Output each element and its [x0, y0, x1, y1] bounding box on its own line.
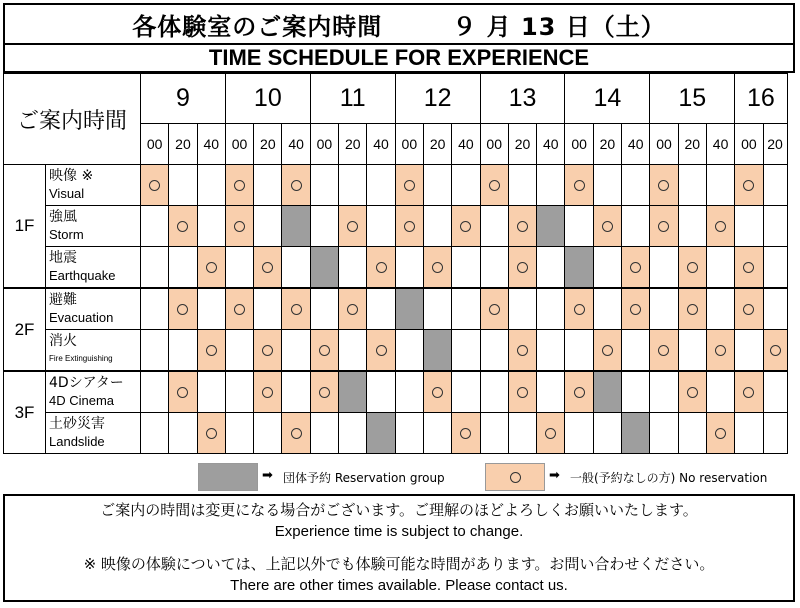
minute-header: 20 — [423, 124, 451, 165]
slot-empty — [565, 206, 593, 247]
slot-empty — [565, 413, 593, 454]
schedule-row — [4, 330, 788, 372]
slot-empty — [508, 288, 536, 330]
slot-reservation-group — [282, 206, 310, 247]
circle-icon — [715, 428, 726, 439]
experience-name — [46, 371, 141, 413]
slot-empty — [735, 330, 763, 372]
slot-no-reservation — [735, 165, 763, 206]
slot-empty — [423, 165, 451, 206]
slot-empty — [423, 413, 451, 454]
slot-no-reservation — [254, 330, 282, 372]
slot-empty — [735, 206, 763, 247]
circle-icon — [149, 180, 160, 191]
slot-no-reservation — [508, 206, 536, 247]
circle-icon — [376, 345, 387, 356]
circle-icon — [743, 387, 754, 398]
slot-no-reservation — [622, 247, 650, 289]
slot-empty — [225, 330, 253, 372]
experience-name-en: Evacuation — [49, 310, 114, 325]
slot-empty — [650, 371, 678, 413]
slot-empty — [480, 413, 508, 454]
circle-icon — [319, 387, 330, 398]
circle-icon — [630, 262, 641, 273]
circle-icon — [291, 304, 302, 315]
circle-icon — [291, 428, 302, 439]
slot-no-reservation — [367, 330, 395, 372]
slot-empty — [735, 413, 763, 454]
slot-empty — [706, 247, 734, 289]
notes-box — [3, 494, 795, 602]
title-en: TIME SCHEDULE FOR EXPERIENCE — [208, 45, 590, 70]
minute-header: 00 — [141, 124, 169, 165]
schedule-table — [3, 73, 788, 454]
slot-no-reservation — [254, 247, 282, 289]
experience-name-ja: 消火 — [49, 333, 77, 349]
circle-icon — [602, 345, 613, 356]
experience-name — [46, 165, 141, 206]
slot-empty — [763, 165, 787, 206]
hour-header: 9 — [141, 74, 226, 124]
slot-empty — [678, 165, 706, 206]
circle-icon — [262, 345, 273, 356]
circle-icon — [517, 345, 528, 356]
slot-empty — [537, 330, 565, 372]
slot-no-reservation — [678, 288, 706, 330]
circle-icon — [460, 221, 471, 232]
floor-label: 1F — [4, 165, 46, 289]
slot-no-reservation — [169, 371, 197, 413]
hour-header: 15 — [650, 74, 735, 124]
slot-empty — [480, 247, 508, 289]
minute-header: 00 — [225, 124, 253, 165]
note-line2-ja: ※ 映像の体験については、上記以外でも体験可能な時間があります。お問い合わせください。 — [83, 555, 715, 573]
minute-header: 40 — [282, 124, 310, 165]
experience-name — [46, 413, 141, 454]
circle-icon — [743, 304, 754, 315]
slot-reservation-group — [310, 247, 338, 289]
slot-empty — [254, 206, 282, 247]
experience-name-ja: 土砂災害 — [49, 416, 105, 432]
slot-empty — [141, 206, 169, 247]
slot-no-reservation — [622, 288, 650, 330]
minute-header: 20 — [169, 124, 197, 165]
experience-name — [46, 288, 141, 330]
legend — [0, 458, 800, 494]
circle-icon — [347, 221, 358, 232]
slot-no-reservation — [452, 206, 480, 247]
hour-header: 12 — [395, 74, 480, 124]
minute-header: 00 — [565, 124, 593, 165]
legend-group-label: 団体予約 Reservation group — [283, 471, 445, 485]
circle-icon — [376, 262, 387, 273]
minute-header: 40 — [706, 124, 734, 165]
title-ja: 各体験室のご案内時間 — [132, 12, 383, 41]
slot-empty — [622, 371, 650, 413]
circle-icon — [687, 387, 698, 398]
slot-no-reservation — [650, 330, 678, 372]
circle-icon — [574, 387, 585, 398]
slot-no-reservation — [197, 413, 225, 454]
circle-icon — [262, 387, 273, 398]
slot-empty — [310, 165, 338, 206]
minute-header: 00 — [650, 124, 678, 165]
circle-icon — [206, 428, 217, 439]
note-line2-en: There are other times available. Please contact us. — [230, 577, 568, 594]
circle-icon — [234, 180, 245, 191]
slot-no-reservation — [706, 330, 734, 372]
minute-header: 20 — [339, 124, 367, 165]
minute-header: 40 — [537, 124, 565, 165]
minute-header: 20 — [508, 124, 536, 165]
minute-header: 40 — [197, 124, 225, 165]
minute-header: 40 — [452, 124, 480, 165]
slot-no-reservation — [339, 206, 367, 247]
note-line1-ja: ご案内の時間は変更になる場合がございます。ご理解のほどよろしくお願いいたします。 — [100, 501, 698, 519]
circle-icon — [347, 304, 358, 315]
experience-name-ja: 避難 — [49, 292, 77, 308]
circle-icon — [687, 262, 698, 273]
slot-empty — [622, 330, 650, 372]
slot-empty — [197, 371, 225, 413]
slot-no-reservation — [141, 165, 169, 206]
slot-empty — [197, 165, 225, 206]
slot-empty — [225, 413, 253, 454]
circle-icon — [517, 387, 528, 398]
slot-no-reservation — [423, 247, 451, 289]
slot-empty — [565, 330, 593, 372]
corner-label: ご案内時間 — [4, 74, 141, 165]
slot-empty — [225, 247, 253, 289]
slot-no-reservation — [282, 288, 310, 330]
circle-icon — [460, 428, 471, 439]
minute-header: 00 — [480, 124, 508, 165]
experience-name-en: 4D Cinema — [49, 393, 115, 408]
slot-empty — [763, 413, 787, 454]
slot-empty — [282, 247, 310, 289]
experience-name — [46, 206, 141, 247]
slot-no-reservation — [225, 165, 253, 206]
slot-empty — [254, 288, 282, 330]
slot-empty — [452, 330, 480, 372]
slot-empty — [169, 413, 197, 454]
slot-empty — [339, 413, 367, 454]
circle-icon — [517, 221, 528, 232]
circle-icon — [743, 262, 754, 273]
header — [3, 3, 795, 73]
slot-empty — [706, 288, 734, 330]
slot-empty — [593, 165, 621, 206]
slot-empty — [508, 165, 536, 206]
slot-empty — [169, 165, 197, 206]
slot-reservation-group — [593, 371, 621, 413]
slot-no-reservation — [197, 247, 225, 289]
slot-empty — [367, 288, 395, 330]
slot-no-reservation — [480, 288, 508, 330]
slot-empty — [141, 413, 169, 454]
experience-name-ja: 地震 — [49, 250, 77, 266]
slot-empty — [763, 206, 787, 247]
hour-header: 13 — [480, 74, 565, 124]
floor-label: 2F — [4, 288, 46, 371]
slot-empty — [339, 165, 367, 206]
experience-name-ja: 映像 ※ — [49, 168, 94, 184]
slot-no-reservation — [593, 330, 621, 372]
circle-icon — [404, 221, 415, 232]
experience-name-en: Landslide — [49, 434, 105, 449]
slot-empty — [254, 165, 282, 206]
experience-name-en: Storm — [49, 227, 84, 242]
slot-empty — [395, 371, 423, 413]
slot-empty — [537, 288, 565, 330]
circle-icon — [206, 262, 217, 273]
minute-header: 20 — [254, 124, 282, 165]
slot-empty — [169, 330, 197, 372]
slot-empty — [706, 165, 734, 206]
slot-empty — [508, 413, 536, 454]
circle-icon — [574, 180, 585, 191]
slot-no-reservation — [169, 206, 197, 247]
slot-empty — [678, 413, 706, 454]
schedule-row — [4, 288, 788, 330]
circle-icon — [177, 304, 188, 315]
circle-icon — [743, 180, 754, 191]
circle-icon — [510, 472, 521, 483]
slot-empty — [197, 288, 225, 330]
slot-empty — [593, 247, 621, 289]
slot-no-reservation — [508, 247, 536, 289]
circle-icon — [234, 304, 245, 315]
slot-no-reservation — [423, 371, 451, 413]
experience-name-en: Visual — [49, 186, 85, 201]
slot-empty — [763, 288, 787, 330]
slot-empty — [452, 165, 480, 206]
slot-no-reservation — [254, 371, 282, 413]
slot-no-reservation — [282, 165, 310, 206]
circle-icon — [206, 345, 217, 356]
slot-no-reservation — [650, 165, 678, 206]
legend-no-res-swatch — [485, 463, 545, 491]
slot-no-reservation — [508, 330, 536, 372]
slot-empty — [141, 247, 169, 289]
slot-empty — [141, 288, 169, 330]
slot-no-reservation — [310, 330, 338, 372]
circle-icon — [658, 221, 669, 232]
slot-empty — [423, 288, 451, 330]
slot-no-reservation — [763, 330, 787, 372]
slot-empty — [169, 247, 197, 289]
slot-empty — [650, 247, 678, 289]
hour-header: 11 — [310, 74, 395, 124]
slot-empty — [537, 247, 565, 289]
minute-header: 40 — [367, 124, 395, 165]
slot-empty — [310, 413, 338, 454]
slot-empty — [650, 288, 678, 330]
circle-icon — [687, 304, 698, 315]
slot-empty — [452, 247, 480, 289]
slot-empty — [367, 206, 395, 247]
slot-empty — [706, 371, 734, 413]
minute-header: 00 — [735, 124, 763, 165]
slot-empty — [480, 206, 508, 247]
slot-no-reservation — [565, 371, 593, 413]
slot-empty — [339, 330, 367, 372]
slot-no-reservation — [339, 288, 367, 330]
slot-no-reservation — [282, 413, 310, 454]
date-label: ９ 月 13 日（土） — [452, 12, 666, 41]
slot-no-reservation — [537, 413, 565, 454]
circle-icon — [234, 221, 245, 232]
slot-reservation-group — [395, 288, 423, 330]
minute-header: 40 — [622, 124, 650, 165]
slot-empty — [452, 371, 480, 413]
slot-no-reservation — [225, 288, 253, 330]
circle-icon — [574, 304, 585, 315]
experience-name-ja: 強風 — [49, 209, 77, 225]
minute-header: 00 — [310, 124, 338, 165]
schedule-row — [4, 413, 788, 454]
slot-empty — [141, 371, 169, 413]
slot-empty — [678, 206, 706, 247]
slot-no-reservation — [678, 247, 706, 289]
slot-reservation-group — [339, 371, 367, 413]
slot-empty — [254, 413, 282, 454]
slot-no-reservation — [565, 288, 593, 330]
circle-icon — [432, 387, 443, 398]
slot-no-reservation — [480, 165, 508, 206]
circle-icon — [545, 428, 556, 439]
hour-header: 14 — [565, 74, 650, 124]
slot-empty — [310, 206, 338, 247]
slot-no-reservation — [706, 206, 734, 247]
circle-icon — [432, 262, 443, 273]
schedule-row — [4, 371, 788, 413]
slot-empty — [395, 247, 423, 289]
circle-icon — [489, 304, 500, 315]
circle-icon — [177, 221, 188, 232]
slot-empty — [395, 413, 423, 454]
circle-icon — [602, 221, 613, 232]
circle-icon — [517, 262, 528, 273]
minute-header: 00 — [395, 124, 423, 165]
experience-name — [46, 247, 141, 289]
slot-empty — [282, 371, 310, 413]
legend-no-res-label: 一般(予約なしの方) No reservation — [570, 471, 768, 485]
circle-icon — [291, 180, 302, 191]
slot-empty — [480, 371, 508, 413]
slot-empty — [650, 413, 678, 454]
slot-empty — [678, 330, 706, 372]
slot-empty — [339, 247, 367, 289]
slot-no-reservation — [395, 165, 423, 206]
slot-empty — [593, 288, 621, 330]
slot-empty — [763, 247, 787, 289]
arrow-right-icon: ➡ — [262, 468, 273, 483]
slot-empty — [537, 371, 565, 413]
minute-header: 20 — [678, 124, 706, 165]
circle-icon — [489, 180, 500, 191]
slot-no-reservation — [735, 288, 763, 330]
minute-header: 20 — [763, 124, 787, 165]
circle-icon — [262, 262, 273, 273]
slot-empty — [197, 206, 225, 247]
experience-name — [46, 330, 141, 372]
schedule-row — [4, 247, 788, 289]
experience-name-en: Earthquake — [49, 268, 116, 283]
page-title — [5, 5, 793, 45]
slot-no-reservation — [678, 371, 706, 413]
minute-header: 20 — [593, 124, 621, 165]
circle-icon — [404, 180, 415, 191]
circle-icon — [658, 345, 669, 356]
slot-empty — [423, 206, 451, 247]
slot-empty — [282, 330, 310, 372]
floor-label: 3F — [4, 371, 46, 454]
slot-empty — [622, 206, 650, 247]
slot-no-reservation — [452, 413, 480, 454]
slot-empty — [452, 288, 480, 330]
slot-reservation-group — [423, 330, 451, 372]
circle-icon — [715, 345, 726, 356]
slot-no-reservation — [735, 371, 763, 413]
slot-no-reservation — [706, 413, 734, 454]
slot-empty — [310, 288, 338, 330]
slot-empty — [225, 371, 253, 413]
slot-no-reservation — [650, 206, 678, 247]
slot-reservation-group — [622, 413, 650, 454]
slot-no-reservation — [565, 165, 593, 206]
slot-no-reservation — [225, 206, 253, 247]
slot-empty — [141, 330, 169, 372]
schedule-row — [4, 206, 788, 247]
experience-name-ja: 4Dシアター — [49, 375, 124, 391]
slot-reservation-group — [537, 206, 565, 247]
hour-header: 16 — [735, 74, 787, 124]
slot-no-reservation — [367, 247, 395, 289]
slot-empty — [395, 330, 423, 372]
circle-icon — [177, 387, 188, 398]
experience-name-en: Fire Extinguishing — [49, 354, 113, 363]
slot-no-reservation — [593, 206, 621, 247]
slot-reservation-group — [565, 247, 593, 289]
circle-icon — [715, 221, 726, 232]
slot-empty — [480, 330, 508, 372]
legend-group-swatch — [198, 463, 258, 491]
slot-reservation-group — [367, 413, 395, 454]
slot-no-reservation — [197, 330, 225, 372]
slot-no-reservation — [310, 371, 338, 413]
circle-icon — [658, 180, 669, 191]
slot-no-reservation — [395, 206, 423, 247]
slot-empty — [367, 165, 395, 206]
hour-header: 10 — [225, 74, 310, 124]
slot-empty — [593, 413, 621, 454]
slot-empty — [622, 165, 650, 206]
slot-empty — [537, 165, 565, 206]
circle-icon — [770, 345, 781, 356]
note-line1-en: Experience time is subject to change. — [274, 523, 524, 540]
slot-no-reservation — [508, 371, 536, 413]
circle-icon — [630, 304, 641, 315]
arrow-right-icon: ➡ — [549, 468, 560, 483]
schedule-row — [4, 165, 788, 206]
slot-empty — [367, 371, 395, 413]
slot-no-reservation — [735, 247, 763, 289]
slot-no-reservation — [169, 288, 197, 330]
slot-empty — [763, 371, 787, 413]
circle-icon — [319, 345, 330, 356]
